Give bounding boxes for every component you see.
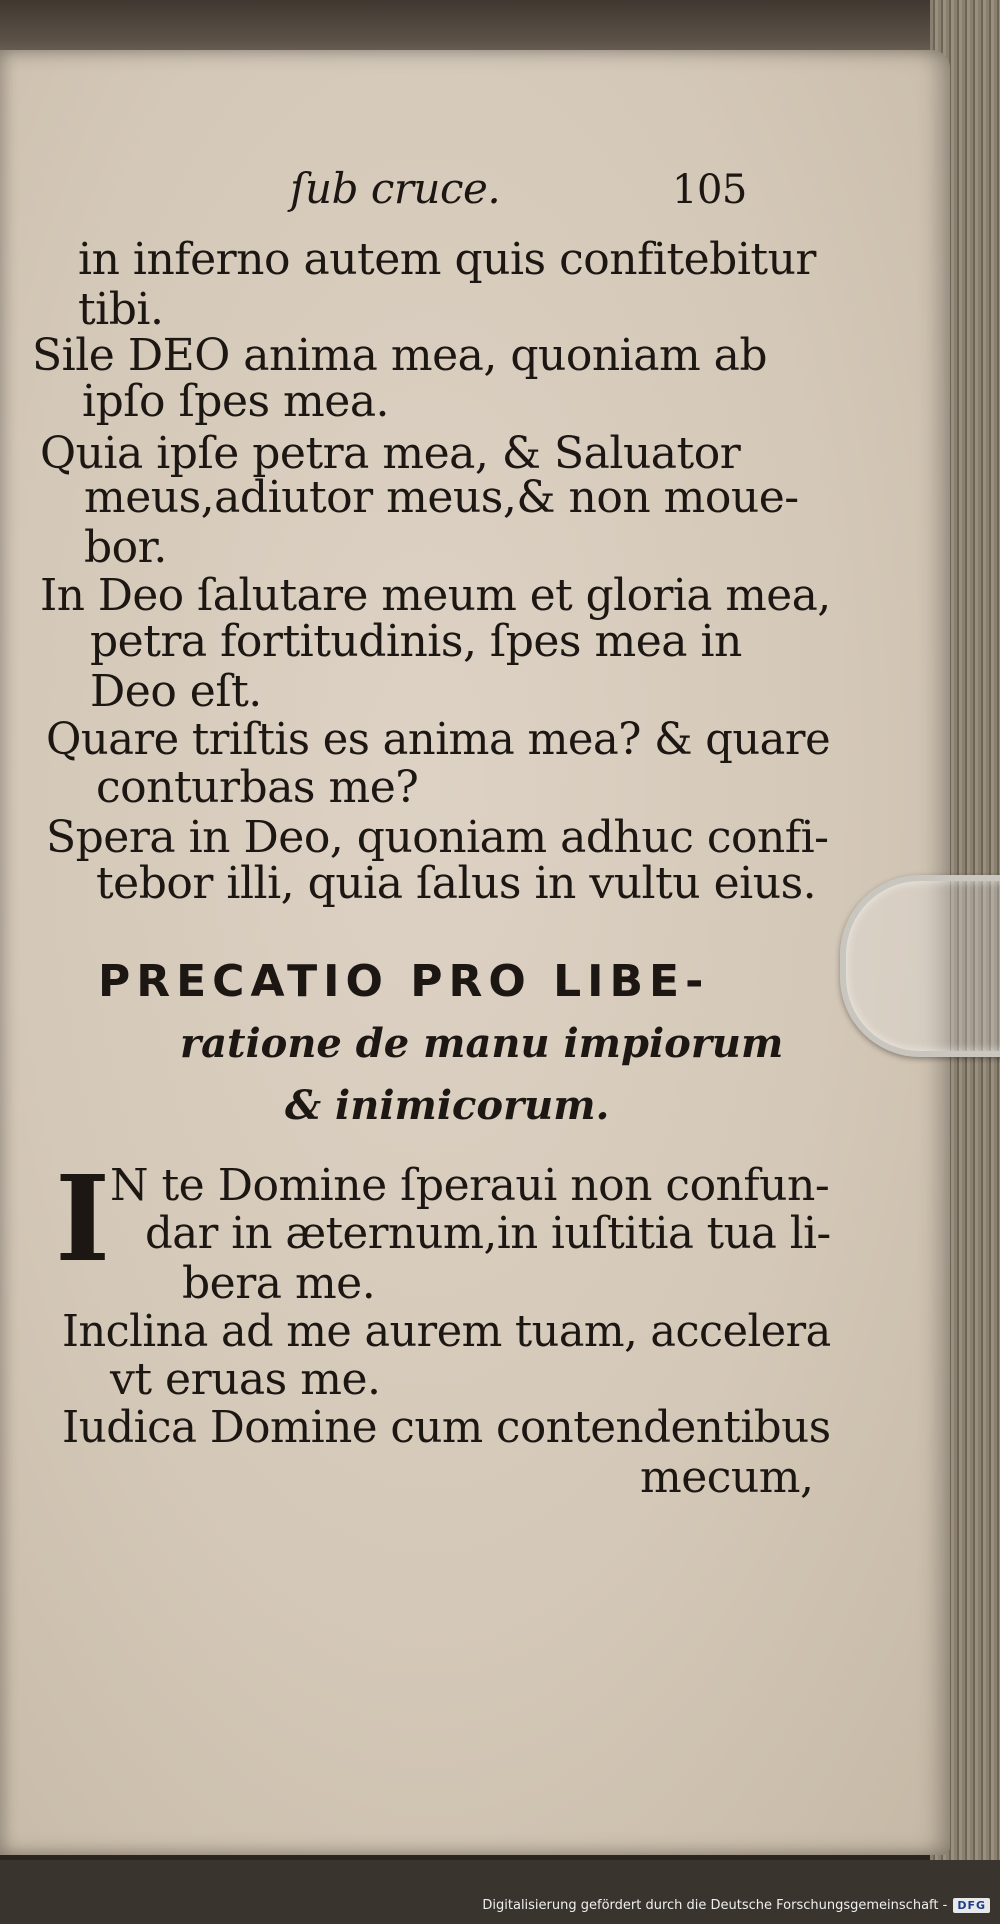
text-line: bera me.	[182, 1258, 376, 1309]
text-line: tebor illi, quia ſalus in vultu eius.	[96, 858, 817, 909]
text-line: Spera in Deo, quoniam adhuc confi-	[46, 812, 829, 863]
book-bottom-edge	[0, 1860, 1000, 1924]
text-line: Quare triſtis es anima mea? & quare	[46, 714, 831, 765]
text-line: Deo eſt.	[90, 666, 262, 717]
text-line: vt eruas me.	[110, 1354, 381, 1405]
text-line: ipſo ſpes mea.	[82, 376, 390, 427]
text-line: Sile DEO anima mea, quoniam ab	[32, 330, 768, 381]
text-line: petra fortitudinis, ſpes mea in	[90, 616, 742, 667]
text-line: dar in æternum,in iuſtitia tua li-	[145, 1208, 831, 1259]
credit-text: Digitalisierung gefördert durch die Deutsche Forschungsgemeinschaft -	[482, 1898, 948, 1913]
digitization-credit	[482, 1898, 990, 1913]
page-number: 105	[672, 167, 747, 213]
drop-cap: I	[55, 1149, 111, 1288]
section-subheading: & inimicorum.	[285, 1082, 610, 1129]
dfg-logo: DFG	[953, 1898, 990, 1913]
book-top-edge	[0, 0, 1000, 56]
text-line: mecum,	[640, 1452, 814, 1503]
text-line: bor.	[84, 522, 167, 573]
text-line: Inclina ad me aurem tuam, accelera	[62, 1306, 831, 1357]
text-line: in inferno autem quis confitebitur	[78, 234, 816, 285]
running-title: ſub cruce.	[290, 164, 501, 213]
text-line: conturbas me?	[96, 762, 419, 813]
text-line: Quia ipſe petra mea, & Saluator	[40, 428, 741, 479]
text-line: meus,adiutor meus,& non moue-	[84, 472, 799, 523]
text-line: In Deo ſalutare meum et gloria mea,	[40, 570, 831, 621]
section-heading: PRECATIO PRO LIBE-	[98, 956, 710, 1007]
section-subheading: ratione de manu impiorum	[180, 1020, 784, 1067]
text-line: Iudica Domine cum contendentibus	[62, 1402, 831, 1453]
text-line: tibi.	[78, 284, 164, 335]
text-line: N te Domine ſperaui non confun-	[110, 1160, 830, 1211]
paper-clip	[840, 875, 1000, 1057]
